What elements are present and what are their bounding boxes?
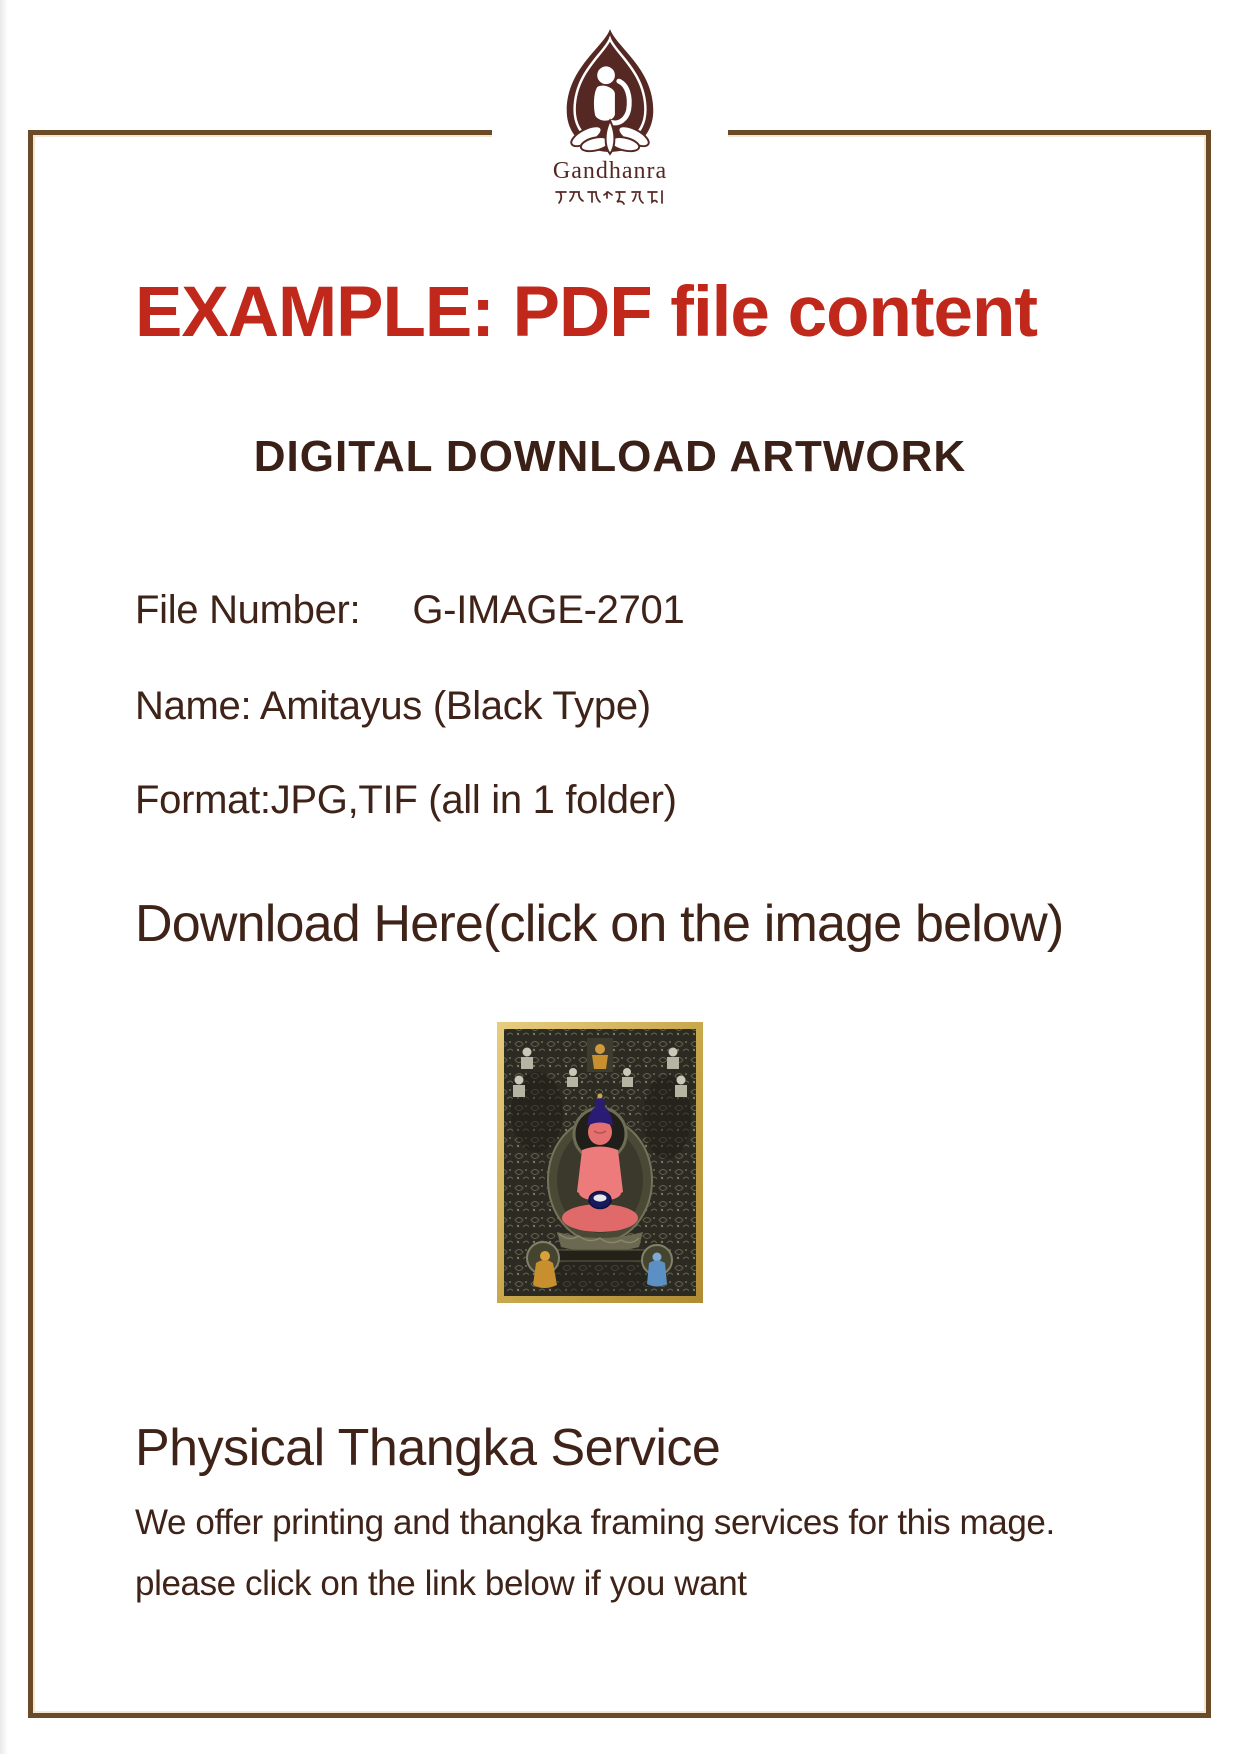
thangka-preview-image[interactable] <box>497 1022 703 1303</box>
download-heading: Download Here(click on the image below) <box>135 895 1064 953</box>
scan-edge-shadow <box>0 0 8 1754</box>
service-line-1: We offer printing and thangka framing services for this mage. <box>135 1503 1055 1542</box>
file-number-label: File Number: <box>135 588 361 632</box>
page-title: EXAMPLE: PDF file content <box>135 273 1037 352</box>
format-line: Format:JPG,TIF (all in 1 folder) <box>135 778 677 822</box>
tibetan-script <box>552 188 668 206</box>
artwork-name-line: Name: Amitayus (Black Type) <box>135 684 651 728</box>
service-description <box>135 1492 1145 1614</box>
brand-name: Gandhanra <box>552 158 668 184</box>
gandhanra-emblem-icon <box>551 26 669 156</box>
service-heading: Physical Thangka Service <box>135 1419 721 1477</box>
brand-logo <box>492 26 728 212</box>
subtitle: DIGITAL DOWNLOAD ARTWORK <box>253 432 967 481</box>
file-number-row <box>135 588 684 633</box>
service-line-2: please click on the link below if you want <box>135 1564 747 1603</box>
file-number-value: G-IMAGE-2701 <box>412 588 685 632</box>
